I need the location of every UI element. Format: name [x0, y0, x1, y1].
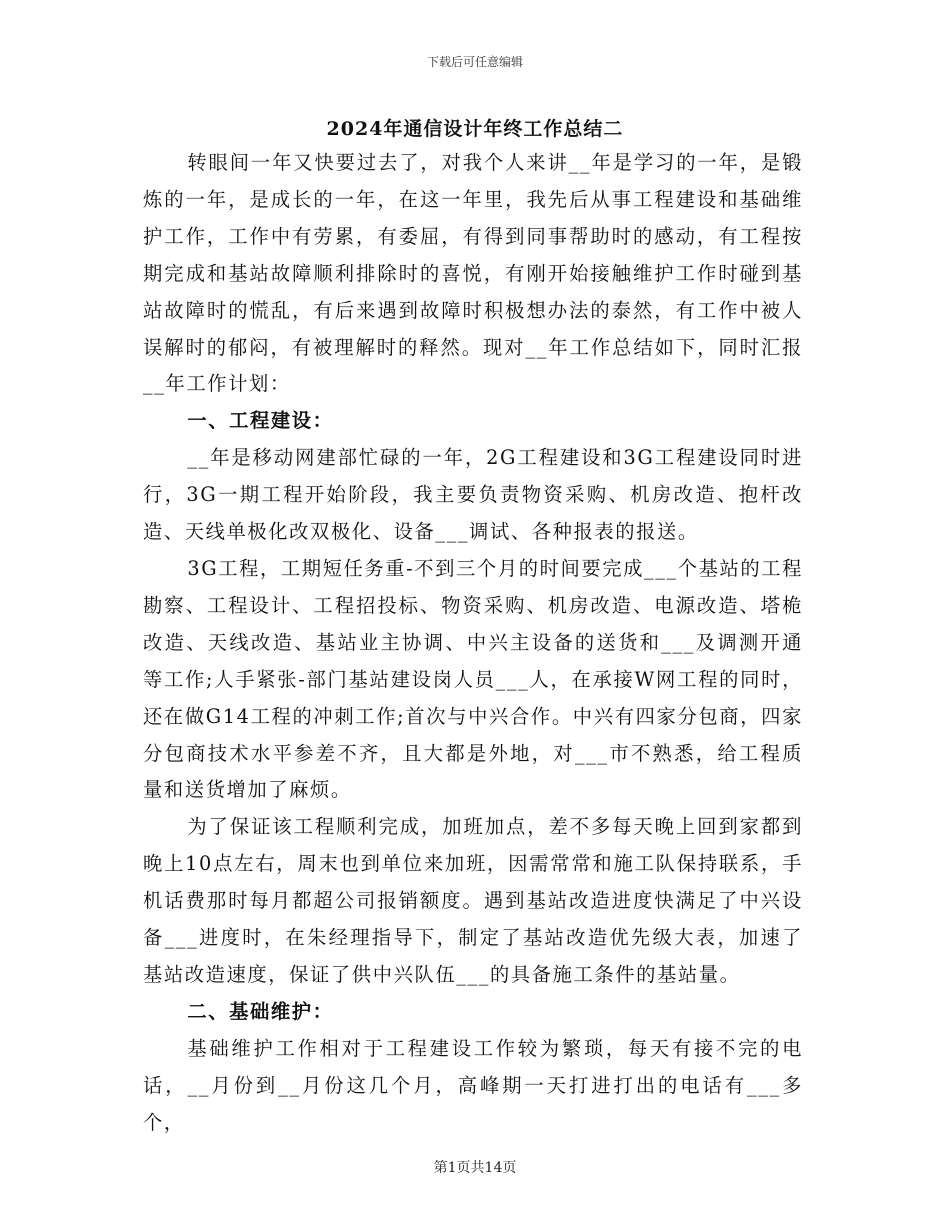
page-number: 第1页共14页: [433, 1160, 517, 1176]
document-body: [143, 145, 803, 1141]
paragraph-maintenance: 基础维护工作相对于工程建设工作较为繁琐，每天有接不完的电话，__月份到__月份这几个月，高峰期一天打进打出的电话有___多个，: [143, 1036, 803, 1134]
paragraph-intro: 转眼间一年又快要过去了，对我个人来讲__年是学习的一年，是锻炼的一年，是成长的一年，在这一年里，我先后从事工程建设和基础维护工作，工作中有劳累，有委屈，有得到同事帮助时的感动，有工程按期完成和基站故障顺利排除时的喜悦，有刚开始接触维护工作时碰到基站故障时的慌乱，有后来遇到故障时积极想办法的泰然，有工作中被人误解时的郁闷，有被理解时的释然。现对__年工作总结如下，同时汇报__年工作计划：: [143, 151, 803, 396]
paragraph-engineering-overview: __年是移动网建部忙碌的一年，2G工程建设和3G工程建设同时进行，3G一期工程开始阶段，我主要负责物资采购、机房改造、抱杆改造、天线单极化改双极化、设备___调试、各种报表的报送。: [143, 446, 803, 544]
section-heading-maintenance: 二、基础维护：: [187, 999, 334, 1023]
paragraph-3g-project: 3G工程，工期短任务重-不到三个月的时间要完成___个基站的工程勘察、工程设计、工程招投标、物资采购、机房改造、电源改造、塔桅改造、天线改造、基站业主协调、中兴主设备的送货和___及调测开通等工作;人手紧张-部门基站建设岗人员___人，在承接W网工程的同时，还在做G14工程的冲刺工作;首次与中兴合作。中兴有四家分包商，四家分包商技术水平参差不齐，且大都是外地，对___市不熟悉，给工程质量和送货增加了麻烦。: [143, 556, 803, 802]
document-title: 2024年通信设计年终工作总结二: [326, 118, 624, 140]
paragraph-overtime: 为了保证该工程顺利完成，加班加点，差不多每天晚上回到家都到晚上10点左右，周末也到单位来加班，因需常常和施工队保持联系，手机话费那时每月都超公司报销额度。遇到基站改造进度快满足了中兴设备___进度时，在朱经理指导下，制定了基站改造优先级大表，加速了基站改造速度，保证了供中兴队伍___的具备施工条件的基站量。: [143, 815, 803, 986]
section-heading-engineering: 一、工程建设：: [187, 409, 334, 433]
page-header-note: 下载后可任意编辑: [426, 55, 523, 69]
